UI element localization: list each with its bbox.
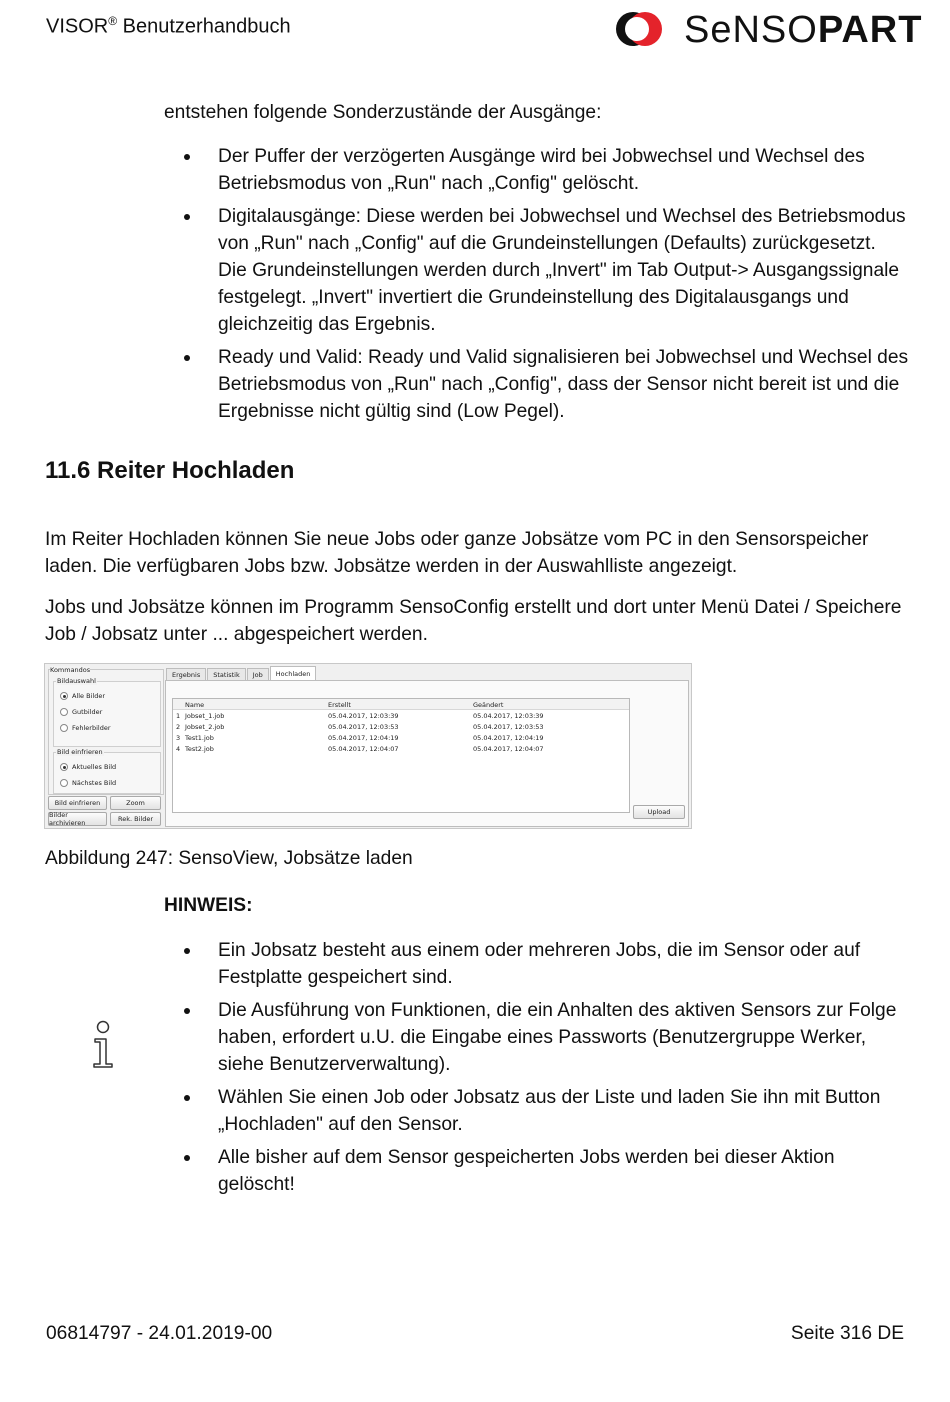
list-item: Ready und Valid: Ready und Valid signalisieren bei Jobwechsel und Wechsel des Betriebsmodus von „Run" nach „Config", dass der Sensor nicht bereit ist und die Ergebnisse nicht gültig sind (Low Pegel). [164,344,909,425]
radio-icon [60,708,68,716]
zoom-button[interactable]: Zoom [110,796,161,810]
tab-result[interactable]: Ergebnis [166,668,206,680]
list-item: Wählen Sie einen Job oder Jobsatz aus der Liste und laden Sie ihn mit Button „Hochladen" auf den Sensor. [164,1084,909,1138]
archive-images-button[interactable]: Bilder archivieren [48,812,107,826]
column-header-name: Name [185,701,205,709]
radio-selected-icon [60,763,68,771]
list-item: Der Puffer der verzögerten Ausgänge wird bei Jobwechsel und Wechsel des Betriebsmodus von „Run" nach „Config" gelöscht. [164,143,909,197]
sensopart-logo [612,8,923,51]
image-selection-group [53,677,161,747]
svg-text:SeNSOPART [684,9,922,51]
group-title: Bildauswahl [57,677,96,685]
column-header-changed: Geändert [473,701,504,709]
intro-line: entstehen folgende Sonderzustände der Ausgänge: [164,102,602,123]
upload-button[interactable]: Upload [633,805,685,819]
bullet-list-hints [164,937,909,1204]
info-icon [88,1020,118,1070]
freeze-image-group [53,748,161,794]
freeze-image-button[interactable]: Bild einfrieren [48,796,107,810]
section-heading: 11.6 Reiter Hochladen [45,457,295,484]
list-item: Ein Jobsatz besteht aus einem oder mehreren Jobs, die im Sensor oder auf Festplatte gespeichert sind. [164,937,909,991]
logo-text-bold: PART [817,9,923,51]
radio-icon [60,724,68,732]
rek-images-button[interactable]: Rek. Bilder [110,812,161,826]
radio-next-image[interactable]: Nächstes Bild [60,779,116,787]
tab-statistics[interactable]: Statistik [207,668,246,680]
group-title: Bild einfrieren [57,748,103,756]
tab-bar [166,668,317,680]
commands-panel [48,666,164,795]
footer-page-number: Seite 316 DE [790,1323,904,1344]
radio-all-images[interactable]: Alle Bilder [60,692,105,700]
commands-title: Kommandos [50,666,91,674]
job-list-table[interactable]: Name Erstellt Geändert 1 Jobset_1.job 05.04.2017, 12:03:39 05.04.2017, 12:03:39 2 Jobset_2.job 05.04.2017, 12:03:53 05.04.2017, 12:03:53 3 Test1.job 05.04.2017, 12:04:19 05.04.2017, 12:04:19 4 Test2.job 05.04.2017, 12:04:07 05.04.2017, 12:04:07 [172,698,630,813]
upload-tab-content [165,680,689,827]
manual-label: Benutzerhandbuch [117,15,291,38]
paragraph-upload-tab: Im Reiter Hochladen können Sie neue Jobs oder ganze Jobsätze vom PC in den Sensorspeicher laden. Die verfügbaren Jobs bzw. Jobsätze werden in der Auswahlliste angezeigt. [45,529,869,577]
bullet-list-outputs [164,143,909,431]
radio-error-images[interactable]: Fehlerbilder [60,724,111,732]
tab-upload[interactable]: Hochladen [270,666,317,680]
list-item: Die Ausführung von Funktionen, die ein Anhalten des aktiven Sensors zur Folge haben, erfordert u.U. die Eingabe eines Passworts (Benutzergruppe Werker, siehe Benutzerverwaltung). [164,997,909,1078]
hint-title: HINWEIS: [164,895,253,916]
radio-current-image[interactable]: Aktuelles Bild [60,763,116,771]
figure-caption: Abbildung 247: SensoView, Jobsätze laden [45,848,413,869]
table-header [173,699,629,710]
product-name: VISOR [46,15,109,38]
radio-selected-icon [60,692,68,700]
sensoview-screenshot [44,663,692,829]
paragraph-sensoconfig: Jobs und Jobsätze können im Programm SensoConfig erstellt und dort unter Menü Datei / Speichere Job / Jobsatz unter ... abgespeichert werden. [45,597,902,645]
tab-job[interactable]: Job [247,668,269,680]
registered-mark: ® [108,14,118,28]
header-title [46,14,291,39]
column-header-created: Erstellt [328,701,351,709]
logo-text-light: SeNSO [684,9,818,51]
radio-icon [60,779,68,787]
footer-doc-id: 06814797 - 24.01.2019-00 [46,1323,273,1344]
list-item: Digitalausgänge: Diese werden bei Jobwechsel und Wechsel des Betriebsmodus von „Run" nach „Config" auf die Grundeinstellungen (Defaults) zurückgesetzt. Die Grundeinstellungen werden durch „Invert" im Tab Output-> Ausgangssignale festgelegt. „Invert" invertiert die Grundeinstellung des Digitalausgangs und gleichzeitig das Ergebnis. [164,203,909,338]
radio-good-images[interactable]: Gutbilder [60,708,102,716]
list-item: Alle bisher auf dem Sensor gespeicherten Jobs werden bei dieser Aktion gelöscht! [164,1144,909,1198]
